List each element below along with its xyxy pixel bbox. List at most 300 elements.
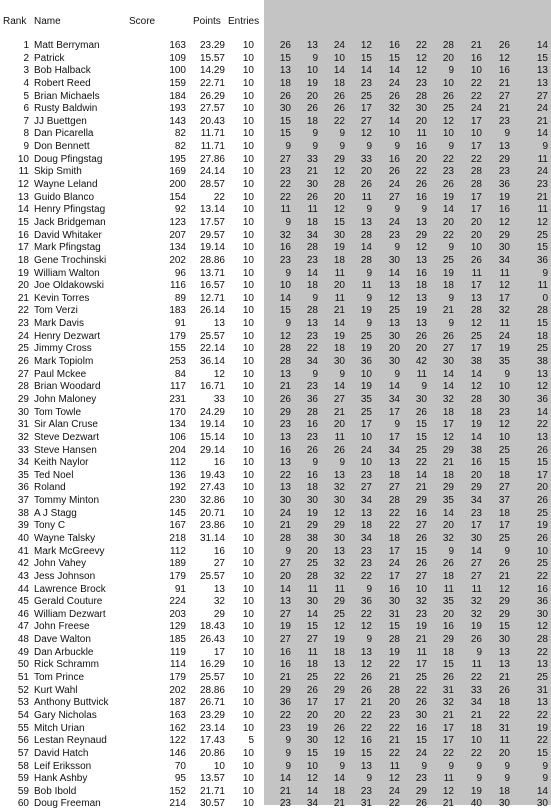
round-score-cell: 23 — [470, 507, 482, 519]
name-cell: Patrick — [34, 52, 65, 64]
round-score-cell: 26 — [415, 558, 427, 570]
round-score-cell: 16 — [415, 267, 427, 279]
points-cell: 15.57 — [199, 52, 225, 64]
entries-cell: 10 — [242, 393, 254, 405]
round-score-cell: 27 — [498, 90, 510, 102]
name-cell: JJ Buettgen — [34, 115, 87, 127]
points-cell: 27.86 — [199, 153, 225, 165]
points-cell: 19.14 — [199, 419, 225, 431]
round-score-cell: 9 — [312, 128, 318, 140]
entries-cell: 10 — [242, 166, 254, 178]
name-cell: Guido Blanco — [34, 191, 95, 203]
round-score-cell: 18 — [388, 469, 400, 481]
round-score-cell: 28 — [470, 305, 482, 317]
round-score-cell: 26 — [536, 444, 548, 456]
score-cell: 134 — [169, 419, 186, 431]
table-row — [0, 445, 551, 458]
round-score-cell: 13 — [333, 659, 345, 671]
entries-cell: 10 — [242, 292, 254, 304]
round-score-cell: 9 — [285, 545, 291, 557]
rank-cell: 11 — [18, 166, 29, 178]
round-score-cell: 26 — [360, 684, 372, 696]
round-score-cell: 23 — [360, 469, 372, 481]
round-score-cell: 17 — [470, 280, 482, 292]
round-score-cell: 16 — [442, 621, 454, 633]
table-row — [0, 381, 551, 394]
round-score-cell: 12 — [470, 381, 482, 393]
table-row — [0, 293, 551, 306]
round-score-cell: 25 — [536, 507, 548, 519]
round-score-cell: 28 — [360, 229, 372, 241]
round-score-cell: 12 — [388, 773, 400, 785]
round-score-cell: 23 — [279, 419, 291, 431]
entries-cell: 10 — [242, 570, 254, 582]
round-score-cell: 28 — [306, 242, 318, 254]
round-score-cell: 12 — [498, 419, 510, 431]
round-score-cell: 20 — [333, 191, 345, 203]
entries-cell: 10 — [242, 191, 254, 203]
points-cell: 22 — [213, 191, 225, 203]
points-cell: 19.43 — [199, 469, 225, 481]
round-score-cell: 20 — [470, 216, 482, 228]
round-score-cell: 18 — [333, 77, 345, 89]
entries-cell: 10 — [242, 507, 254, 519]
round-score-cell: 32 — [333, 482, 345, 494]
round-score-cell: 26 — [498, 684, 510, 696]
round-score-cell: 12 — [498, 583, 510, 595]
round-score-cell: 9 — [504, 368, 510, 380]
round-score-cell: 15 — [388, 52, 400, 64]
round-score-cell: 32 — [333, 570, 345, 582]
round-score-cell: 20 — [442, 520, 454, 532]
round-score-cell: 32 — [333, 558, 345, 570]
score-cell: 84 — [174, 368, 186, 380]
round-score-cell: 15 — [415, 735, 427, 747]
round-score-cell: 22 — [470, 672, 482, 684]
rank-cell: 8 — [23, 128, 29, 140]
rank-cell: 30 — [17, 406, 29, 418]
name-cell: Skip Smith — [34, 166, 82, 178]
round-score-cell: 29 — [498, 229, 510, 241]
round-score-cell: 11 — [361, 280, 372, 292]
entries-cell: 10 — [242, 115, 254, 127]
round-score-cell: 26 — [442, 179, 454, 191]
round-score-cell: 21 — [388, 735, 400, 747]
entries-cell: 10 — [242, 444, 254, 456]
round-score-cell: 13 — [536, 431, 548, 443]
round-score-cell: 10 — [306, 760, 318, 772]
name-cell: Mark Pfingstag — [34, 242, 101, 254]
rank-cell: 35 — [17, 469, 29, 481]
round-score-cell: 18 — [498, 697, 510, 709]
round-score-cell: 34 — [306, 356, 318, 368]
name-cell: Tom Verzi — [34, 305, 78, 317]
round-score-cell: 25 — [360, 406, 372, 418]
round-score-cell: 20 — [306, 545, 318, 557]
name-cell: William Dezwart — [34, 608, 106, 620]
table-row — [0, 255, 551, 268]
score-cell: 187 — [169, 697, 186, 709]
points-cell: 26.29 — [199, 90, 225, 102]
score-cell: 184 — [169, 90, 186, 102]
round-score-cell: 12 — [360, 621, 372, 633]
entries-cell: 10 — [242, 532, 254, 544]
round-score-cell: 13 — [279, 368, 291, 380]
score-cell: 179 — [169, 570, 186, 582]
round-score-cell: 9 — [542, 141, 548, 153]
round-score-cell: 23 — [415, 77, 427, 89]
entries-cell: 10 — [242, 381, 254, 393]
round-score-cell: 13 — [536, 65, 548, 77]
round-score-cell: 9 — [339, 128, 345, 140]
round-score-cell: 29 — [306, 520, 318, 532]
round-score-cell: 18 — [470, 722, 482, 734]
round-score-cell: 26 — [333, 444, 345, 456]
points-cell: 13.71 — [199, 267, 225, 279]
name-cell: Matt Berryman — [34, 40, 100, 51]
round-score-cell: 15 — [306, 621, 318, 633]
points-cell: 20.86 — [199, 747, 225, 759]
round-score-cell: 21 — [333, 406, 345, 418]
round-score-cell: 19 — [333, 634, 345, 646]
round-score-cell: 16 — [360, 735, 372, 747]
round-score-cell: 14 — [536, 785, 548, 797]
round-score-cell: 19 — [498, 191, 510, 203]
round-score-cell: 36 — [498, 179, 510, 191]
round-score-cell: 22 — [388, 798, 400, 810]
entries-cell: 10 — [242, 558, 254, 570]
table-row — [0, 634, 551, 647]
round-score-cell: 22 — [536, 646, 548, 658]
round-score-cell: 12 — [536, 621, 548, 633]
round-score-cell: 10 — [442, 128, 454, 140]
round-score-cell: 14 — [470, 368, 482, 380]
round-score-cell: 13 — [360, 216, 372, 228]
points-cell: 26.43 — [199, 634, 225, 646]
round-score-cell: 23 — [415, 608, 427, 620]
points-cell: 22.14 — [199, 343, 225, 355]
entries-cell: 10 — [242, 128, 254, 140]
round-score-cell: 18 — [498, 507, 510, 519]
round-score-cell: 12 — [306, 773, 318, 785]
entries-cell: 10 — [242, 153, 254, 165]
entries-cell: 10 — [242, 267, 254, 279]
round-score-cell: 19 — [470, 621, 482, 633]
rank-cell: 59 — [17, 773, 29, 785]
score-cell: 91 — [174, 318, 186, 330]
round-score-cell: 9 — [394, 204, 400, 216]
round-score-cell: 16 — [279, 242, 291, 254]
round-score-cell: 30 — [388, 596, 400, 608]
round-score-cell: 10 — [279, 280, 291, 292]
round-score-cell: 15 — [536, 242, 548, 254]
round-score-cell: 11 — [537, 153, 548, 165]
round-score-cell: 20 — [442, 52, 454, 64]
points-cell: 13.14 — [199, 204, 225, 216]
points-cell: 23.14 — [199, 722, 225, 734]
score-cell: 155 — [169, 343, 186, 355]
score-cell: 207 — [169, 229, 186, 241]
entries-cell: 10 — [242, 343, 254, 355]
round-score-cell: 14 — [470, 545, 482, 557]
score-cell: 170 — [169, 406, 186, 418]
table-row — [0, 179, 551, 192]
round-score-cell: 15 — [360, 747, 372, 759]
round-score-cell: 29 — [333, 153, 345, 165]
rank-cell: 47 — [17, 621, 29, 633]
score-cell: 100 — [169, 65, 186, 77]
points-cell: 22.71 — [199, 77, 225, 89]
round-score-cell: 9 — [394, 242, 400, 254]
table-row — [0, 672, 551, 685]
round-score-cell: 23 — [388, 709, 400, 721]
round-score-cell: 15 — [279, 52, 291, 64]
name-cell: David Whitaker — [34, 229, 102, 241]
round-score-cell: 23 — [536, 179, 548, 191]
round-score-cell: 18 — [415, 280, 427, 292]
rank-cell: 22 — [17, 305, 29, 317]
round-score-cell: 19 — [470, 419, 482, 431]
name-cell: Mark Davis — [34, 318, 85, 330]
round-score-cell: 22 — [442, 229, 454, 241]
entries-cell: 10 — [242, 469, 254, 481]
score-cell: 163 — [169, 40, 186, 51]
round-score-cell: 24 — [360, 444, 372, 456]
round-score-cell: 21 — [360, 697, 372, 709]
round-score-cell: 12 — [388, 292, 400, 304]
round-score-cell: 36 — [279, 697, 291, 709]
round-score-cell: 9 — [285, 760, 291, 772]
points-cell: 11.71 — [200, 128, 225, 140]
round-score-cell: 15 — [442, 659, 454, 671]
round-score-cell: 13 — [279, 431, 291, 443]
round-score-cell: 27 — [388, 482, 400, 494]
round-score-cell: 28 — [442, 40, 454, 51]
round-score-cell: 16 — [388, 40, 400, 51]
round-score-cell: 22 — [333, 115, 345, 127]
name-cell: Brian Woodard — [34, 381, 101, 393]
entries-cell: 10 — [242, 583, 254, 595]
name-cell: Gene Trochinski — [34, 254, 107, 266]
round-score-cell: 29 — [415, 229, 427, 241]
round-score-cell: 14 — [536, 40, 548, 51]
round-score-cell: 9 — [542, 760, 548, 772]
round-score-cell: 23 — [360, 785, 372, 797]
round-score-cell: 9 — [394, 141, 400, 153]
round-score-cell: 26 — [415, 532, 427, 544]
round-score-cell: 22 — [360, 570, 372, 582]
round-score-cell: 0 — [542, 292, 548, 304]
round-score-cell: 22 — [442, 153, 454, 165]
round-score-cell: 34 — [470, 495, 482, 507]
round-score-cell: 16 — [306, 469, 318, 481]
round-score-cell: 12 — [442, 785, 454, 797]
round-score-cell: 9 — [476, 760, 482, 772]
round-score-cell: 11 — [416, 646, 427, 658]
round-score-cell: 13 — [536, 368, 548, 380]
round-score-cell: 23 — [360, 545, 372, 557]
round-score-cell: 14 — [470, 431, 482, 443]
rank-cell: 15 — [17, 216, 29, 228]
round-score-cell: 28 — [306, 406, 318, 418]
round-score-cell: 21 — [498, 103, 510, 115]
round-score-cell: 42 — [415, 356, 427, 368]
table-row — [0, 571, 551, 584]
name-cell: Sir Alan Cruse — [34, 419, 98, 431]
name-cell: Dan Picarella — [34, 128, 94, 140]
round-score-cell: 14 — [536, 406, 548, 418]
round-score-cell: 9 — [366, 204, 372, 216]
table-row — [0, 356, 551, 369]
round-score-cell: 26 — [415, 697, 427, 709]
round-score-cell: 13 — [279, 596, 291, 608]
round-score-cell: 24 — [388, 558, 400, 570]
round-score-cell: 29 — [498, 153, 510, 165]
rank-cell: 12 — [17, 179, 29, 191]
round-score-cell: 9 — [448, 545, 454, 557]
round-score-cell: 14 — [388, 115, 400, 127]
round-score-cell: 14 — [333, 773, 345, 785]
entries-cell: 10 — [242, 419, 254, 431]
points-cell: 17 — [213, 646, 225, 658]
round-score-cell: 11 — [280, 204, 291, 216]
round-score-cell: 17 — [470, 141, 482, 153]
round-score-cell: 30 — [333, 229, 345, 241]
round-score-cell: 23 — [279, 798, 291, 810]
round-score-cell: 26 — [470, 634, 482, 646]
round-score-cell: 28 — [306, 305, 318, 317]
round-score-cell: 24 — [498, 330, 510, 342]
round-score-cell: 30 — [498, 798, 510, 810]
rank-cell: 46 — [17, 608, 29, 620]
round-score-cell: 13 — [279, 457, 291, 469]
table-row — [0, 116, 551, 129]
score-cell: 82 — [174, 141, 186, 153]
round-score-cell: 20 — [470, 229, 482, 241]
name-cell: Tommy Minton — [34, 495, 100, 507]
round-score-cell: 12 — [442, 431, 454, 443]
round-score-cell: 22 — [415, 457, 427, 469]
round-score-cell: 27 — [498, 482, 510, 494]
table-row — [0, 495, 551, 508]
round-score-cell: 27 — [279, 634, 291, 646]
round-score-cell: 32 — [470, 596, 482, 608]
name-cell: Mark McGreevy — [34, 545, 105, 557]
round-score-cell: 14 — [306, 785, 318, 797]
rank-cell: 19 — [17, 267, 29, 279]
entries-cell: 10 — [242, 141, 254, 153]
round-score-cell: 14 — [442, 507, 454, 519]
round-score-cell: 11 — [307, 583, 318, 595]
score-cell: 214 — [169, 798, 186, 810]
round-score-cell: 23 — [415, 773, 427, 785]
rank-cell: 40 — [17, 532, 29, 544]
round-score-cell: 36 — [536, 596, 548, 608]
round-score-cell: 22 — [415, 166, 427, 178]
round-score-cell: 30 — [279, 103, 291, 115]
round-score-cell: 11 — [416, 368, 427, 380]
round-score-cell: 21 — [442, 798, 454, 810]
round-score-cell: 22 — [279, 179, 291, 191]
rank-cell: 36 — [17, 482, 29, 494]
rank-cell: 54 — [17, 709, 29, 721]
round-score-cell: 22 — [498, 709, 510, 721]
round-score-cell: 28 — [388, 495, 400, 507]
round-score-cell: 15 — [360, 52, 372, 64]
rank-cell: 26 — [17, 356, 29, 368]
score-cell: 112 — [170, 457, 186, 469]
round-score-cell: 30 — [536, 608, 548, 620]
rank-cell: 58 — [17, 760, 29, 772]
round-score-cell: 27 — [279, 558, 291, 570]
round-score-cell: 22 — [279, 469, 291, 481]
round-score-cell: 10 — [415, 583, 427, 595]
round-score-cell: 23 — [279, 166, 291, 178]
round-score-cell: 29 — [333, 596, 345, 608]
round-score-cell: 15 — [498, 457, 510, 469]
round-score-cell: 19 — [415, 621, 427, 633]
table-row — [0, 508, 551, 521]
name-cell: Wayne Talsky — [34, 532, 96, 544]
round-score-cell: 9 — [285, 318, 291, 330]
round-score-cell: 12 — [498, 280, 510, 292]
round-score-cell: 31 — [388, 608, 400, 620]
round-score-cell: 24 — [415, 747, 427, 759]
round-score-cell: 18 — [306, 659, 318, 671]
score-cell: 202 — [169, 684, 186, 696]
round-score-cell: 19 — [470, 785, 482, 797]
points-cell: 20.43 — [199, 115, 225, 127]
round-score-cell: 14 — [306, 267, 318, 279]
round-score-cell: 17 — [306, 697, 318, 709]
round-score-cell: 17 — [470, 204, 482, 216]
round-score-cell: 30 — [498, 242, 510, 254]
round-score-cell: 27 — [279, 153, 291, 165]
round-score-cell: 30 — [333, 356, 345, 368]
round-score-cell: 14 — [442, 381, 454, 393]
name-cell: Robert Reed — [34, 77, 91, 89]
entries-cell: 10 — [242, 596, 254, 608]
round-score-cell: 18 — [333, 343, 345, 355]
table-row — [0, 546, 551, 559]
round-score-cell: 34 — [306, 229, 318, 241]
round-score-cell: 22 — [306, 343, 318, 355]
name-cell: Henry Dezwart — [34, 330, 101, 342]
round-score-cell: 20 — [333, 280, 345, 292]
rank-cell: 42 — [17, 558, 29, 570]
round-score-cell: 25 — [388, 305, 400, 317]
round-score-cell: 36 — [536, 393, 548, 405]
rank-cell: 48 — [17, 634, 29, 646]
round-score-cell: 19 — [536, 520, 548, 532]
round-score-cell: 26 — [536, 532, 548, 544]
round-score-cell: 13 — [360, 760, 372, 772]
round-score-cell: 28 — [470, 179, 482, 191]
round-score-cell: 26 — [442, 672, 454, 684]
score-cell: 89 — [174, 292, 186, 304]
round-score-cell: 22 — [388, 507, 400, 519]
points-cell: 29.14 — [199, 444, 225, 456]
rank-cell: 20 — [17, 280, 29, 292]
table-row — [0, 91, 551, 104]
round-score-cell: 26 — [333, 103, 345, 115]
name-cell: Steve Dezwart — [34, 431, 100, 443]
name-cell: Brian Michaels — [34, 90, 100, 102]
round-score-cell: 14 — [442, 204, 454, 216]
name-cell: Gerald Couture — [34, 596, 103, 608]
table-row — [0, 141, 551, 154]
rank-cell: 57 — [17, 747, 29, 759]
